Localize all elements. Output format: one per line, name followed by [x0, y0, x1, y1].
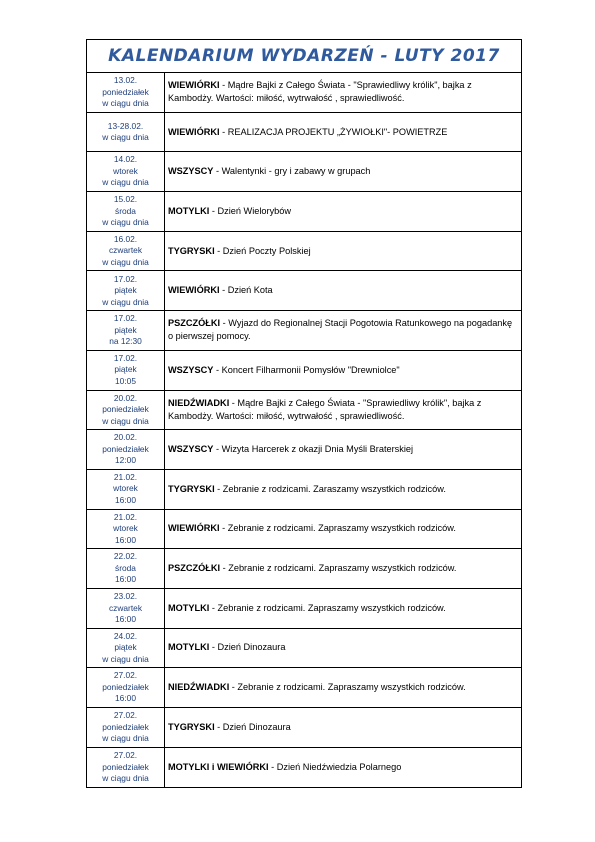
- group-name: TYGRYSKI: [168, 721, 215, 732]
- date-day: poniedziałek: [102, 761, 149, 772]
- event-description: - Zebranie z rodzicami. Zapraszamy wszystkich rodziców.: [219, 523, 456, 534]
- group-name: NIEDŹWIADKI: [168, 397, 230, 408]
- date-day: poniedziałek: [102, 404, 149, 415]
- event-description: - Mądre Bajki z Całego Świata - "Sprawiedliwy królik", bajka z Kambodży. Wartości: miłość, wytrwałość , sprawiedliwość.: [168, 80, 472, 104]
- date-time: 16:00: [115, 614, 136, 625]
- table-row: [87, 708, 521, 748]
- group-name: PSZCZÓŁKI: [168, 563, 221, 574]
- group-name: PSZCZÓŁKI: [168, 318, 221, 329]
- table-row: [87, 668, 521, 708]
- date-cell: [87, 510, 165, 549]
- date-date: 24.02.: [113, 630, 138, 641]
- date-cell: [87, 152, 165, 191]
- group-name: WIEWIÓRKI: [168, 126, 220, 137]
- date-day: w ciągu dnia: [102, 132, 149, 143]
- event-description: - Koncert Filharmonii Pomysłów "Drewniolce": [213, 364, 400, 375]
- date-cell: [87, 232, 165, 271]
- event-description: - Zebranie z rodzicami. Zaraszamy wszystkich rodziców.: [214, 483, 446, 494]
- date-date: 21.02.: [113, 471, 138, 482]
- table-row: [87, 549, 521, 589]
- event-description: - Zebranie z rodzicami. Zapraszamy wszystkich rodziców.: [209, 602, 446, 613]
- date-time: w ciągu dnia: [102, 733, 149, 744]
- table-row: [87, 113, 521, 153]
- date-day: poniedziałek: [102, 86, 149, 97]
- date-time: w ciągu dnia: [102, 98, 149, 109]
- date-time: 16:00: [115, 574, 136, 585]
- event-description: - Walentynki - gry i zabawy w grupach: [213, 166, 371, 177]
- event-cell: [165, 271, 521, 310]
- table-row: [87, 192, 521, 232]
- date-date: 14.02.: [113, 154, 138, 165]
- date-time: w ciągu dnia: [102, 653, 149, 664]
- group-name: WIEWIÓRKI: [168, 80, 220, 91]
- event-cell: [165, 668, 521, 707]
- date-cell: [87, 391, 165, 430]
- date-day: czwartek: [108, 245, 143, 256]
- event-description: - Dzień Dinozaura: [209, 642, 286, 653]
- group-name: TYGRYSKI: [168, 483, 215, 494]
- date-cell: [87, 73, 165, 112]
- date-cell: [87, 430, 165, 469]
- date-time: w ciągu dnia: [102, 773, 149, 784]
- group-name: MOTYLKI: [168, 602, 210, 613]
- date-cell: [87, 708, 165, 747]
- date-day: wtorek: [113, 483, 138, 494]
- event-cell: [165, 748, 521, 788]
- event-cell: [165, 192, 521, 231]
- calendar-rows: [87, 73, 521, 787]
- date-date: 27.02.: [113, 750, 138, 761]
- date-time: na 12:30: [109, 336, 142, 347]
- date-day: wtorek: [113, 523, 138, 534]
- event-description: - Wyjazd do Regionalnej Stacji Pogotowia Ratunkowego na pogadankę o pierwszej pomocy.: [168, 318, 513, 342]
- date-cell: [87, 629, 165, 668]
- event-description: - REALIZACJA PROJEKTU „ŻYWIOŁKI"- POWIETRZE: [219, 126, 448, 137]
- date-cell: [87, 668, 165, 707]
- event-cell: [165, 589, 521, 628]
- date-day: środa: [115, 205, 136, 216]
- group-name: MOTYLKI: [168, 205, 210, 216]
- table-row: [87, 351, 521, 391]
- date-date: 27.02.: [113, 670, 138, 681]
- date-date: 17.02.: [113, 352, 138, 363]
- event-cell: [165, 430, 521, 469]
- date-time: w ciągu dnia: [102, 217, 149, 228]
- event-cell: [165, 232, 521, 271]
- group-name: NIEDŹWIADKI: [168, 682, 230, 693]
- date-day: czwartek: [108, 602, 143, 613]
- date-cell: [87, 549, 165, 588]
- date-cell: [87, 589, 165, 628]
- date-date: 27.02.: [113, 710, 138, 721]
- event-cell: [165, 708, 521, 747]
- group-name: WIEWIÓRKI: [168, 285, 220, 296]
- event-description: - Dzień Niedźwiedzia Polarnego: [268, 762, 402, 773]
- table-row: [87, 271, 521, 311]
- group-name: TYGRYSKI: [168, 245, 215, 256]
- date-date: 17.02.: [113, 313, 138, 324]
- event-cell: [165, 470, 521, 509]
- date-time: w ciągu dnia: [102, 256, 149, 267]
- table-row: [87, 629, 521, 669]
- event-description: - Dzień Wielorybów: [209, 205, 292, 216]
- events-calendar-table: [86, 39, 522, 788]
- date-date: 20.02.: [113, 392, 138, 403]
- date-time: 16:00: [115, 693, 136, 704]
- table-row: [87, 232, 521, 272]
- title-row: [87, 40, 521, 73]
- date-time: w ciągu dnia: [102, 415, 149, 426]
- date-day: piątek: [114, 324, 137, 335]
- date-day: piątek: [114, 364, 137, 375]
- date-cell: [87, 311, 165, 350]
- group-name: WSZYSCY: [168, 166, 214, 177]
- group-name: MOTYLKI: [168, 642, 210, 653]
- date-day: poniedziałek: [102, 721, 149, 732]
- event-cell: [165, 152, 521, 191]
- date-day: poniedziałek: [102, 443, 149, 454]
- table-row: [87, 748, 521, 788]
- table-row: [87, 470, 521, 510]
- event-cell: [165, 510, 521, 549]
- date-cell: [87, 113, 165, 152]
- date-day: wtorek: [113, 165, 138, 176]
- date-cell: [87, 192, 165, 231]
- date-time: w ciągu dnia: [102, 296, 149, 307]
- group-name: WSZYSCY: [168, 444, 214, 455]
- event-cell: [165, 113, 521, 152]
- event-description: - Mądre Bajki z Całego Świata - "Sprawiedliwy królik", bajka z Kambodży. Wartości: miłość, wytrwałość , sprawiedliwość.: [168, 397, 482, 421]
- date-date: 13.02.: [113, 75, 138, 86]
- group-name: WSZYSCY: [168, 364, 214, 375]
- event-description: - Zebranie z rodzicami. Zapraszamy wszystkich rodziców.: [220, 563, 457, 574]
- date-day: piątek: [114, 642, 137, 653]
- event-cell: [165, 629, 521, 668]
- date-date: 22.02.: [113, 551, 138, 562]
- table-row: [87, 73, 521, 113]
- event-cell: [165, 549, 521, 588]
- date-day: środa: [115, 562, 136, 573]
- date-time: 16:00: [115, 494, 136, 505]
- date-date: 16.02.: [113, 233, 138, 244]
- event-cell: [165, 311, 521, 350]
- event-cell: [165, 73, 521, 112]
- date-date: 15.02.: [113, 194, 138, 205]
- table-row: [87, 391, 521, 431]
- date-date: 17.02.: [113, 273, 138, 284]
- date-time: 10:05: [115, 375, 136, 386]
- event-cell: [165, 351, 521, 390]
- date-cell: [87, 271, 165, 310]
- date-day: piątek: [114, 285, 137, 296]
- table-row: [87, 152, 521, 192]
- group-name: WIEWIÓRKI: [168, 523, 220, 534]
- table-row: [87, 510, 521, 550]
- date-date: 21.02.: [113, 511, 138, 522]
- date-date: 20.02.: [113, 432, 138, 443]
- table-row: [87, 430, 521, 470]
- date-cell: [87, 748, 165, 788]
- date-date: 23.02.: [113, 591, 138, 602]
- event-description: - Dzień Dinozaura: [214, 721, 291, 732]
- date-date: 13-28.02.: [107, 120, 144, 131]
- date-time: 16:00: [115, 534, 136, 545]
- date-time: 12:00: [115, 455, 136, 466]
- event-description: - Dzień Kota: [219, 285, 273, 296]
- date-time: w ciągu dnia: [102, 177, 149, 188]
- event-description: - Zebranie z rodzicami. Zapraszamy wszystkich rodziców.: [229, 682, 466, 693]
- date-day: poniedziałek: [102, 681, 149, 692]
- group-name: MOTYLKI i WIEWIÓRKI: [168, 762, 269, 773]
- event-cell: [165, 391, 521, 430]
- event-description: - Wizyta Harcerek z okazji Dnia Myśli Braterskiej: [213, 444, 414, 455]
- table-row: [87, 311, 521, 351]
- date-cell: [87, 470, 165, 509]
- event-description: - Dzień Poczty Polskiej: [214, 245, 311, 256]
- page-title: KALENDARIUM WYDARZEŃ - LUTY 2017: [108, 46, 500, 66]
- date-cell: [87, 351, 165, 390]
- table-row: [87, 589, 521, 629]
